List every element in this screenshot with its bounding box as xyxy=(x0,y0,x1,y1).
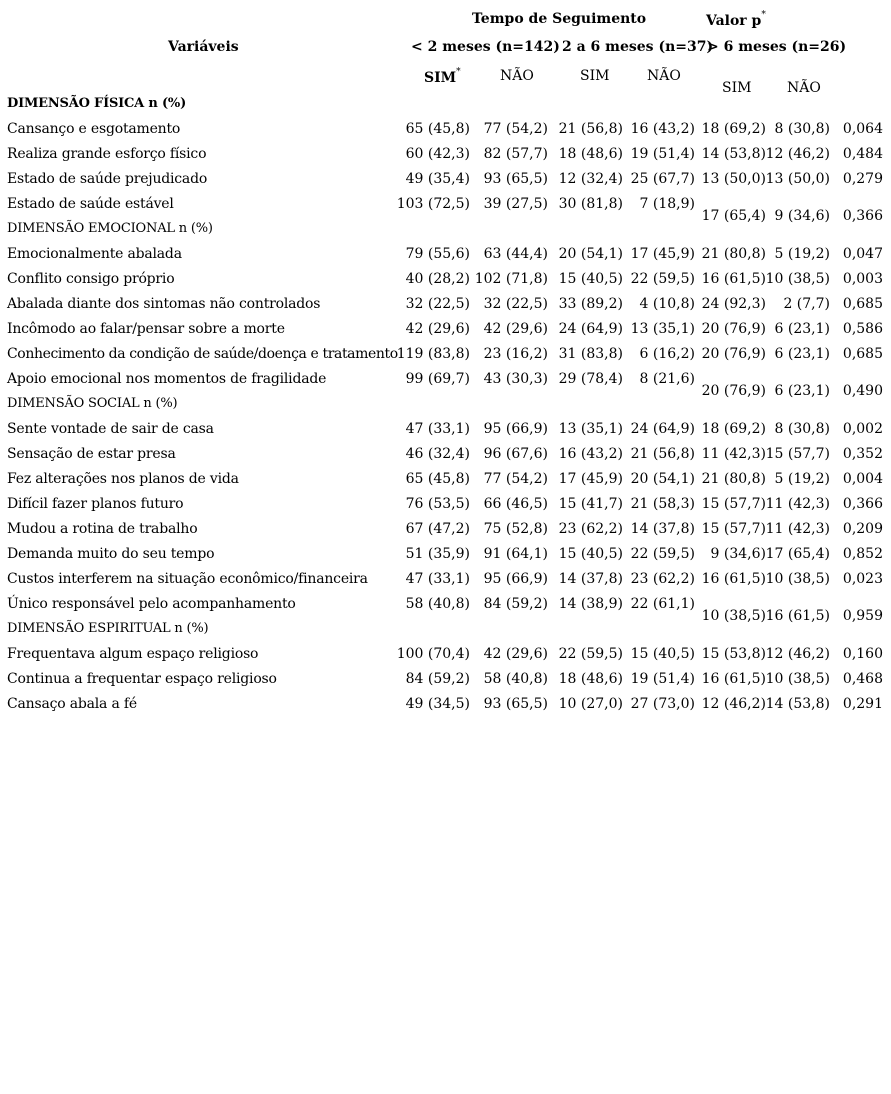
cell-nao-2: 19 (51,4) xyxy=(630,671,695,687)
cell-nao-3: 6 (23,1) xyxy=(774,346,830,362)
cell-nao-2: 24 (64,9) xyxy=(630,421,695,437)
row-label: Mudou a rotina de trabalho xyxy=(7,521,198,537)
table-row xyxy=(0,246,891,266)
cell-nao-3: 2 (7,7) xyxy=(783,296,830,312)
cell-p-value: 0,279 xyxy=(842,171,883,187)
cell-sim-1: 49 (35,4) xyxy=(405,171,470,187)
section-fisica xyxy=(0,96,891,116)
cell-nao-2: 27 (73,0) xyxy=(630,696,695,712)
cell-nao-3: 6 (23,1) xyxy=(774,321,830,337)
cell-sim-1: 46 (32,4) xyxy=(405,446,470,462)
table-row xyxy=(0,646,891,666)
row-label: Incômodo ao falar/pensar sobre a morte xyxy=(7,321,285,337)
cell-sim-2: 18 (48,6) xyxy=(558,671,623,687)
row-label: Sensação de estar presa xyxy=(7,446,176,462)
cell-sim-3: 20 (76,9) xyxy=(701,383,766,399)
cell-sim-1: 79 (55,6) xyxy=(405,246,470,262)
table-row xyxy=(0,271,891,291)
cell-nao-2: 13 (35,1) xyxy=(630,321,695,337)
cell-nao-2: 21 (56,8) xyxy=(630,446,695,462)
cell-nao-3: 15 (57,7) xyxy=(765,446,830,462)
cell-nao-3: 11 (42,3) xyxy=(765,521,830,537)
cell-nao-2: 14 (37,8) xyxy=(630,521,695,537)
header-valor-label: Valor p xyxy=(706,13,762,29)
cell-p-value: 0,003 xyxy=(842,271,883,287)
row-label: Conflito consigo próprio xyxy=(7,271,175,287)
cell-sim-2: 18 (48,6) xyxy=(558,146,623,162)
cell-p-value: 0,685 xyxy=(842,346,883,362)
cell-nao-3: 13 (50,0) xyxy=(765,171,830,187)
section-label: DIMENSÃO SOCIAL n (%) xyxy=(7,396,178,411)
cell-nao-1: 58 (40,8) xyxy=(483,671,548,687)
row-label: Custos interferem na situação econômico/financeira xyxy=(7,571,368,587)
section-emocional xyxy=(0,221,891,241)
cell-nao-2: 15 (40,5) xyxy=(630,646,695,662)
cell-nao-3: 10 (38,5) xyxy=(765,571,830,587)
cell-nao-1: 93 (65,5) xyxy=(483,696,548,712)
cell-sim-2: 14 (38,9) xyxy=(558,596,623,612)
cell-p-value: 0,209 xyxy=(842,521,883,537)
cell-p-value: 0,366 xyxy=(842,208,883,224)
cell-sim-1: 32 (22,5) xyxy=(405,296,470,312)
cell-sim-2: 10 (27,0) xyxy=(558,696,623,712)
cell-sim-2: 22 (59,5) xyxy=(558,646,623,662)
cell-nao-3: 9 (34,6) xyxy=(774,208,830,224)
cell-sim-3: 18 (69,2) xyxy=(701,121,766,137)
cell-nao-1: 42 (29,6) xyxy=(483,321,548,337)
cell-nao-2: 7 (18,9) xyxy=(639,196,695,212)
row-label: Fez alterações nos planos de vida xyxy=(7,471,239,487)
cell-p-value: 0,047 xyxy=(842,246,883,262)
cell-nao-3: 14 (53,8) xyxy=(765,696,830,712)
cell-nao-3: 12 (46,2) xyxy=(765,146,830,162)
table-row xyxy=(0,371,891,399)
cell-sim-3: 12 (46,2) xyxy=(701,696,766,712)
cell-nao-1: 32 (22,5) xyxy=(483,296,548,312)
cell-nao-3: 10 (38,5) xyxy=(765,671,830,687)
row-label: Conhecimento da condição de saúde/doença e tratamento xyxy=(7,346,398,362)
row-label: Demanda muito do seu tempo xyxy=(7,546,215,562)
cell-sim-3: 15 (53,8) xyxy=(701,646,766,662)
section-label: DIMENSÃO ESPIRITUAL n (%) xyxy=(7,621,209,636)
row-label: Sente vontade de sair de casa xyxy=(7,421,214,437)
cell-sim-3: 10 (38,5) xyxy=(701,608,766,624)
header-sim-sup: * xyxy=(456,67,461,77)
cell-nao-2: 19 (51,4) xyxy=(630,146,695,162)
cell-sim-3: 21 (80,8) xyxy=(701,246,766,262)
cell-p-value: 0,490 xyxy=(842,383,883,399)
cell-nao-1: 43 (30,3) xyxy=(483,371,548,387)
row-label: Único responsável pelo acompanhamento xyxy=(7,596,296,612)
row-label: Difícil fazer planos futuro xyxy=(7,496,184,512)
header-group-2: 2 a 6 meses (n=37) xyxy=(562,39,714,55)
table-row xyxy=(0,496,891,516)
cell-nao-1: 93 (65,5) xyxy=(483,171,548,187)
section-label: DIMENSÃO FÍSICA n (%) xyxy=(7,96,187,111)
cell-sim-3: 21 (80,8) xyxy=(701,471,766,487)
section-label: DIMENSÃO EMOCIONAL n (%) xyxy=(7,221,213,236)
cell-nao-2: 8 (21,6) xyxy=(639,371,695,387)
cell-p-value: 0,685 xyxy=(842,296,883,312)
cell-sim-2: 23 (62,2) xyxy=(558,521,623,537)
cell-nao-3: 8 (30,8) xyxy=(774,121,830,137)
row-label: Frequentava algum espaço religioso xyxy=(7,646,259,662)
cell-nao-3: 5 (19,2) xyxy=(774,471,830,487)
cell-nao-1: 95 (66,9) xyxy=(483,571,548,587)
header-group-1: < 2 meses (n=142) xyxy=(411,39,560,55)
row-label: Abalada diante dos sintomas não controlados xyxy=(7,296,321,312)
cell-sim-2: 33 (89,2) xyxy=(558,296,623,312)
cell-sim-1: 49 (34,5) xyxy=(405,696,470,712)
cell-sim-1: 67 (47,2) xyxy=(405,521,470,537)
cell-sim-2: 16 (43,2) xyxy=(558,446,623,462)
cell-sim-2: 31 (83,8) xyxy=(558,346,623,362)
cell-nao-2: 17 (45,9) xyxy=(630,246,695,262)
cell-sim-1: 76 (53,5) xyxy=(405,496,470,512)
cell-p-value: 0,852 xyxy=(842,546,883,562)
cell-sim-3: 15 (57,7) xyxy=(701,496,766,512)
table-row xyxy=(0,596,891,624)
table-row xyxy=(0,321,891,341)
cell-sim-2: 20 (54,1) xyxy=(558,246,623,262)
cell-nao-3: 12 (46,2) xyxy=(765,646,830,662)
cell-sim-2: 12 (32,4) xyxy=(558,171,623,187)
section-espiritual xyxy=(0,621,891,641)
cell-nao-3: 17 (65,4) xyxy=(765,546,830,562)
cell-nao-1: 66 (46,5) xyxy=(483,496,548,512)
cell-sim-3: 15 (57,7) xyxy=(701,521,766,537)
cell-sim-1: 40 (28,2) xyxy=(405,271,470,287)
cell-sim-2: 17 (45,9) xyxy=(558,471,623,487)
row-label: Emocionalmente abalada xyxy=(7,246,182,262)
table-row xyxy=(0,521,891,541)
cell-p-value: 0,586 xyxy=(842,321,883,337)
cell-p-value: 0,484 xyxy=(842,146,883,162)
table-row xyxy=(0,471,891,491)
cell-sim-3: 16 (61,5) xyxy=(701,671,766,687)
row-label: Apoio emocional nos momentos de fragilidade xyxy=(7,371,327,387)
cell-sim-3: 18 (69,2) xyxy=(701,421,766,437)
cell-nao-2: 16 (43,2) xyxy=(630,121,695,137)
header-sim-1 xyxy=(424,67,461,86)
cell-sim-1: 100 (70,4) xyxy=(396,646,470,662)
table-row xyxy=(0,571,891,591)
cell-sim-3: 13 (50,0) xyxy=(701,171,766,187)
section-social xyxy=(0,396,891,416)
cell-nao-3: 16 (61,5) xyxy=(765,608,830,624)
cell-p-value: 0,004 xyxy=(842,471,883,487)
cell-p-value: 0,291 xyxy=(842,696,883,712)
row-label: Estado de saúde prejudicado xyxy=(7,171,208,187)
cell-nao-1: 96 (67,6) xyxy=(483,446,548,462)
cell-nao-3: 6 (23,1) xyxy=(774,383,830,399)
cell-sim-2: 29 (78,4) xyxy=(558,371,623,387)
header-variables: Variáveis xyxy=(168,39,239,55)
table-row xyxy=(0,546,891,566)
cell-sim-1: 99 (69,7) xyxy=(405,371,470,387)
cell-sim-1: 65 (45,8) xyxy=(405,121,470,137)
cell-nao-3: 10 (38,5) xyxy=(765,271,830,287)
cell-sim-1: 103 (72,5) xyxy=(396,196,470,212)
cell-sim-3: 9 (34,6) xyxy=(710,546,766,562)
table-row xyxy=(0,171,891,191)
cell-sim-2: 30 (81,8) xyxy=(558,196,623,212)
cell-sim-3: 14 (53,8) xyxy=(701,146,766,162)
cell-p-value: 0,002 xyxy=(842,421,883,437)
cell-nao-1: 77 (54,2) xyxy=(483,121,548,137)
cell-nao-1: 102 (71,8) xyxy=(474,271,548,287)
cell-nao-1: 82 (57,7) xyxy=(483,146,548,162)
header-valor-sup: * xyxy=(761,10,766,20)
cell-nao-1: 95 (66,9) xyxy=(483,421,548,437)
cell-sim-3: 24 (92,3) xyxy=(701,296,766,312)
row-label: Cansanço e esgotamento xyxy=(7,121,181,137)
cell-nao-1: 77 (54,2) xyxy=(483,471,548,487)
table-row xyxy=(0,671,891,691)
cell-sim-3: 20 (76,9) xyxy=(701,321,766,337)
cell-nao-2: 21 (58,3) xyxy=(630,496,695,512)
cell-sim-3: 16 (61,5) xyxy=(701,571,766,587)
cell-p-value: 0,468 xyxy=(842,671,883,687)
cell-sim-2: 13 (35,1) xyxy=(558,421,623,437)
cell-nao-2: 6 (16,2) xyxy=(639,346,695,362)
header-valor-p xyxy=(706,10,766,29)
cell-nao-3: 8 (30,8) xyxy=(774,421,830,437)
table-row xyxy=(0,196,891,224)
row-label: Realiza grande esforço físico xyxy=(7,146,207,162)
cell-sim-1: 84 (59,2) xyxy=(405,671,470,687)
cell-sim-2: 15 (41,7) xyxy=(558,496,623,512)
header-sim-3: SIM xyxy=(722,80,752,96)
cell-nao-2: 22 (59,5) xyxy=(630,271,695,287)
row-label: Continua a frequentar espaço religioso xyxy=(7,671,277,687)
header-nao-3: NÃO xyxy=(787,80,821,96)
table-row xyxy=(0,446,891,466)
cell-nao-2: 23 (62,2) xyxy=(630,571,695,587)
cell-sim-2: 14 (37,8) xyxy=(558,571,623,587)
cell-p-value: 0,064 xyxy=(842,121,883,137)
cell-nao-3: 5 (19,2) xyxy=(774,246,830,262)
table-row xyxy=(0,296,891,316)
cell-sim-1: 119 (83,8) xyxy=(396,346,470,362)
cell-nao-2: 4 (10,8) xyxy=(639,296,695,312)
cell-nao-2: 22 (61,1) xyxy=(630,596,695,612)
cell-nao-1: 63 (44,4) xyxy=(483,246,548,262)
cell-sim-2: 24 (64,9) xyxy=(558,321,623,337)
cell-sim-1: 47 (33,1) xyxy=(405,571,470,587)
header-sim-2: SIM xyxy=(580,68,610,84)
cell-sim-1: 60 (42,3) xyxy=(405,146,470,162)
cell-sim-2: 21 (56,8) xyxy=(558,121,623,137)
cell-nao-1: 84 (59,2) xyxy=(483,596,548,612)
header-sim-1-label: SIM xyxy=(424,70,457,86)
cell-nao-1: 75 (52,8) xyxy=(483,521,548,537)
cell-nao-2: 22 (59,5) xyxy=(630,546,695,562)
cell-sim-1: 47 (33,1) xyxy=(405,421,470,437)
table-row xyxy=(0,121,891,141)
cell-nao-1: 39 (27,5) xyxy=(483,196,548,212)
table-row xyxy=(0,146,891,166)
cell-sim-3: 17 (65,4) xyxy=(701,208,766,224)
header-group-3: > 6 meses (n=26) xyxy=(707,39,847,55)
row-label: Cansaço abala a fé xyxy=(7,696,137,712)
table-row xyxy=(0,421,891,441)
table-row xyxy=(0,346,891,366)
cell-sim-3: 11 (42,3) xyxy=(701,446,766,462)
cell-sim-1: 51 (35,9) xyxy=(405,546,470,562)
cell-sim-2: 15 (40,5) xyxy=(558,546,623,562)
header-nao-1: NÃO xyxy=(500,68,534,84)
row-label: Estado de saúde estável xyxy=(7,196,174,212)
cell-p-value: 0,352 xyxy=(842,446,883,462)
cell-sim-2: 15 (40,5) xyxy=(558,271,623,287)
cell-nao-2: 25 (67,7) xyxy=(630,171,695,187)
cell-p-value: 0,160 xyxy=(842,646,883,662)
header-tempo: Tempo de Seguimento xyxy=(472,11,647,27)
cell-nao-1: 42 (29,6) xyxy=(483,646,548,662)
table-row xyxy=(0,696,891,716)
cell-p-value: 0,023 xyxy=(842,571,883,587)
cell-sim-3: 20 (76,9) xyxy=(701,346,766,362)
cell-nao-1: 91 (64,1) xyxy=(483,546,548,562)
cell-sim-1: 42 (29,6) xyxy=(405,321,470,337)
cell-nao-2: 20 (54,1) xyxy=(630,471,695,487)
cell-nao-3: 11 (42,3) xyxy=(765,496,830,512)
cell-sim-1: 65 (45,8) xyxy=(405,471,470,487)
header-nao-2: NÃO xyxy=(647,68,681,84)
cell-nao-1: 23 (16,2) xyxy=(483,346,548,362)
cell-p-value: 0,959 xyxy=(842,608,883,624)
cell-p-value: 0,366 xyxy=(842,496,883,512)
cell-sim-1: 58 (40,8) xyxy=(405,596,470,612)
cell-sim-3: 16 (61,5) xyxy=(701,271,766,287)
